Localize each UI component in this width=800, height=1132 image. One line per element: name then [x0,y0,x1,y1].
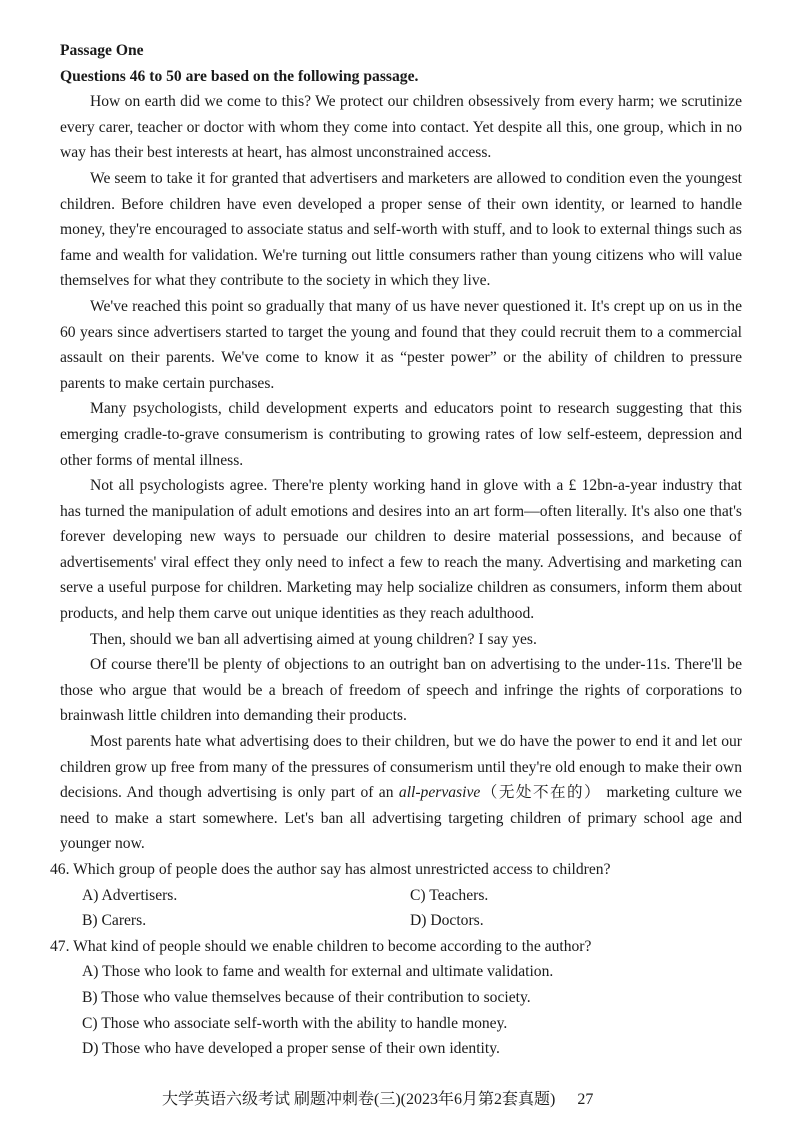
passage-instructions: Questions 46 to 50 are based on the following passage. [60,67,419,85]
question-46 [50,857,742,934]
page-number: 27 [577,1091,594,1108]
paragraph: Many psychologists, child development experts and educators point to research suggesting that this emerging cradle-to-grave consumerism is contributing to growing rates of low self-esteem, depression and other forms of mental illness. [60,400,742,469]
paragraph: Not all psychologists agree. There're plenty working hand in glove with a £ 12bn-a-year industry that has turned the manipulation of adult emotions and desires into an art form—often literally. It's also one that's forever developing new ways to persuade our children to desire material possessions, and because of advertisements' viral effect they only need to infect a few to reach the many. Advertising and marketing can serve a useful purpose for children. Marketing may help socialize children as consumers, inform them about products, and help them carve out unique identities as they reach adulthood. [60,477,742,623]
option-c: C) Those who associate self-worth with the ability to handle money. [82,1014,508,1032]
passage-heading: Passage One [60,42,144,59]
option-a: A) Those who look to fame and wealth for external and ultimate validation. [82,963,554,981]
italic-term: all-pervasive [398,784,481,802]
question-47 [50,934,742,1062]
chinese-gloss: （无处不在的） [480,784,602,802]
paragraph: Then, should we ban all advertising aimed at young children? I say yes. [90,630,537,648]
question-text: 46. Which group of people does the author say has almost unrestricted access to children? [50,861,611,878]
paragraph: Of course there'll be plenty of objections to an outright ban on advertising to the under-11s. There'll be those who argue that would be a breach of freedom of speech and infringe the rights of corporations to brainwash little children into demanding their products. [60,656,742,725]
text-run: marketing culture we need to make a start somewhere. Let's ban all advertising targeting children of primary school age and younger now. [60,784,742,853]
text-run: Most parents hate what advertising does to their children, but we do have the power to end it and let our children grow up free from many of the pressures of consumerism until they're old enough to make their own decisions. And though advertising is only part of an [60,733,742,802]
paragraph: We've reached this point so gradually that many of us have never questioned it. It's crept up on us in the 60 years since advertisers started to target the young and found that they could recruit them to a commercial assault on their parents. We've come to know it as “pester power” or the ability of children to pressure parents to make certain purchases. [60,297,742,392]
option-b: B) Those who value themselves because of their contribution to society. [82,988,531,1006]
page-footer [162,1086,593,1109]
question-text: 47. What kind of people should we enable children to become according to the author? [50,937,592,955]
option-a: A) Advertisers. [82,886,178,904]
option-b: B) Carers. [82,912,147,930]
footer-title: 大学英语六级考试 刷题冲刺卷(三)(2023年6月第2套真题) [162,1091,556,1108]
document-page [50,38,742,1062]
option-d: D) Doctors. [410,912,484,930]
option-d: D) Those who have developed a proper sense of their own identity. [82,1040,500,1058]
option-c: C) Teachers. [410,886,489,904]
paragraph: How on earth did we come to this? We protect our children obsessively from every harm; we scrutinize every carer, teacher or doctor with whom they come into contact. Yet despite all this, one group, which in no way has their best interests at heart, has almost unconstrained access. [60,93,742,162]
paragraph: We seem to take it for granted that advertisers and marketers are allowed to condition even the youngest children. Before children have even developed a proper sense of their own identity, or learned to handle money, they're encouraged to associate status and self-worth with stuff, and to look to external things such as fame and wealth for validation. We're turning out little consumers rather than young citizens who will value themselves for what they contribute to the society in which they live. [60,169,742,290]
paragraph-last [60,729,742,857]
